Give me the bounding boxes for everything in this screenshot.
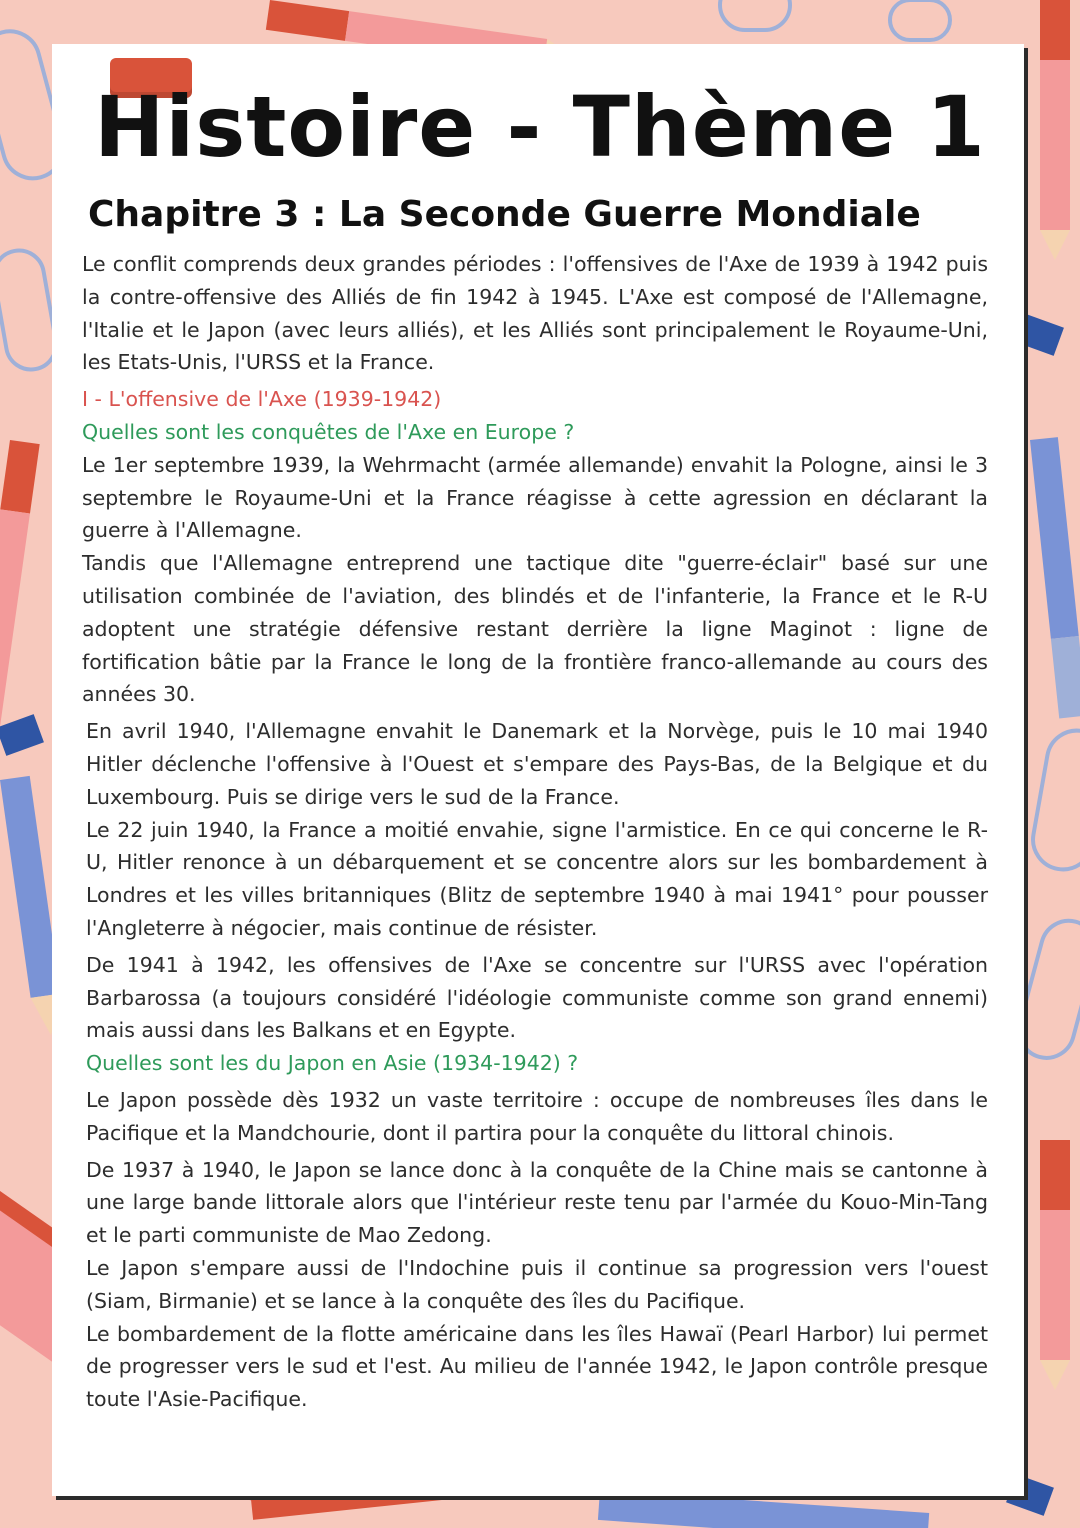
paragraph: Le 1er septembre 1939, la Wehrmacht (armée allemande) envahit la Pologne, ainsi le 3 septembre le Royaume-Uni et la France réagisse à cette agression en déclarant la guerre à l'Allemagne.	[82, 452, 988, 543]
intro-paragraph: Le conflit comprends deux grandes périodes : l'offensives de l'Axe de 1939 à 1942 puis la contre-offensive des Alliés de fin 1942 à 1945. L'Axe est composé de l'Allemagne, l'Italie et le Japon (avec leurs alliés), et les Alliés sont principalement le Royaume-Uni, les Etats-Unis, l'URSS et la France.	[82, 252, 988, 375]
pencil-icon	[0, 440, 40, 741]
page-title: Histoire - Thème 1	[94, 78, 986, 176]
paragraph: En avril 1940, l'Allemagne envahit le Danemark et la Norvège, puis le 10 mai 1940 Hitler déclenche l'offensive à l'Ouest et s'empare des Pays-Bas, de la Belgique et du Luxembourg. Puis se dirige vers le sud de la France.	[86, 719, 988, 809]
pencil-icon	[1040, 1140, 1070, 1390]
paragraph: De 1941 à 1942, les offensives de l'Axe se concentre sur l'URSS avec l'opération Barbarossa (a toujours considéré l'idéologie communiste comme son grand ennemi) mais aussi dans les Balkans et en Egypte.	[86, 952, 988, 1043]
paragraph: De 1937 à 1940, le Japon se lance donc à la conquête de la Chine mais se cantonne à une large bande littorale alors que l'intérieur reste tenu par l'armée du Kouo-Min-Tang et le parti communiste de Mao Zedong.	[86, 1157, 988, 1248]
chapter-subtitle: Chapitre 3 : La Seconde Guerre Mondiale	[88, 194, 921, 235]
paragraph: Le Japon s'empare aussi de l'Indochine puis il continue sa progression vers l'ouest (Siam, Birmanie) et se lance à la conquête des îles du Pacifique.	[86, 1255, 988, 1313]
pencil-icon	[1030, 437, 1080, 718]
main-content	[82, 248, 988, 1416]
paragraph: Le Japon possède dès 1932 un vaste territoire : occupe de nombreuses îles dans le Pacifique et la Mandchourie, dont il partira pour la conquête du littoral chinois.	[86, 1087, 988, 1145]
question-heading: Quelles sont les du Japon en Asie (1934-1942) ?	[86, 1051, 579, 1076]
question-heading: Quelles sont les conquêtes de l'Axe en Europe ?	[82, 419, 575, 444]
paragraph: Le bombardement de la flotte américaine dans les îles Hawaï (Pearl Harbor) lui permet de progresser vers le sud et l'est. Au milieu de l'année 1942, le Japon contrôle presque toute l'Asie-Pacifique.	[86, 1321, 988, 1412]
section-heading: I - L'offensive de l'Axe (1939-1942)	[82, 387, 442, 412]
paragraph: Le 22 juin 1940, la France a moitié envahie, signe l'armistice. En ce qui concerne le R-U, Hitler renonce à un débarquement et se concentre alors sur les bombardement à Londres et les villes britanniques (Blitz de septembre 1940 à mai 1941° pour pousser l'Angleterre à négocier, mais continue de résister.	[86, 817, 988, 940]
paragraph: Tandis que l'Allemagne entreprend une tactique dite "guerre-éclair" basé sur une utilisation combinée de l'aviation, des blindés et de l'infanterie, la France et le R-U adoptent une stratégie défensive restant derrière la ligne Maginot : ligne de fortification bâtie par la France le long de la frontière franco-allemande au cours des années 30.	[82, 551, 988, 707]
